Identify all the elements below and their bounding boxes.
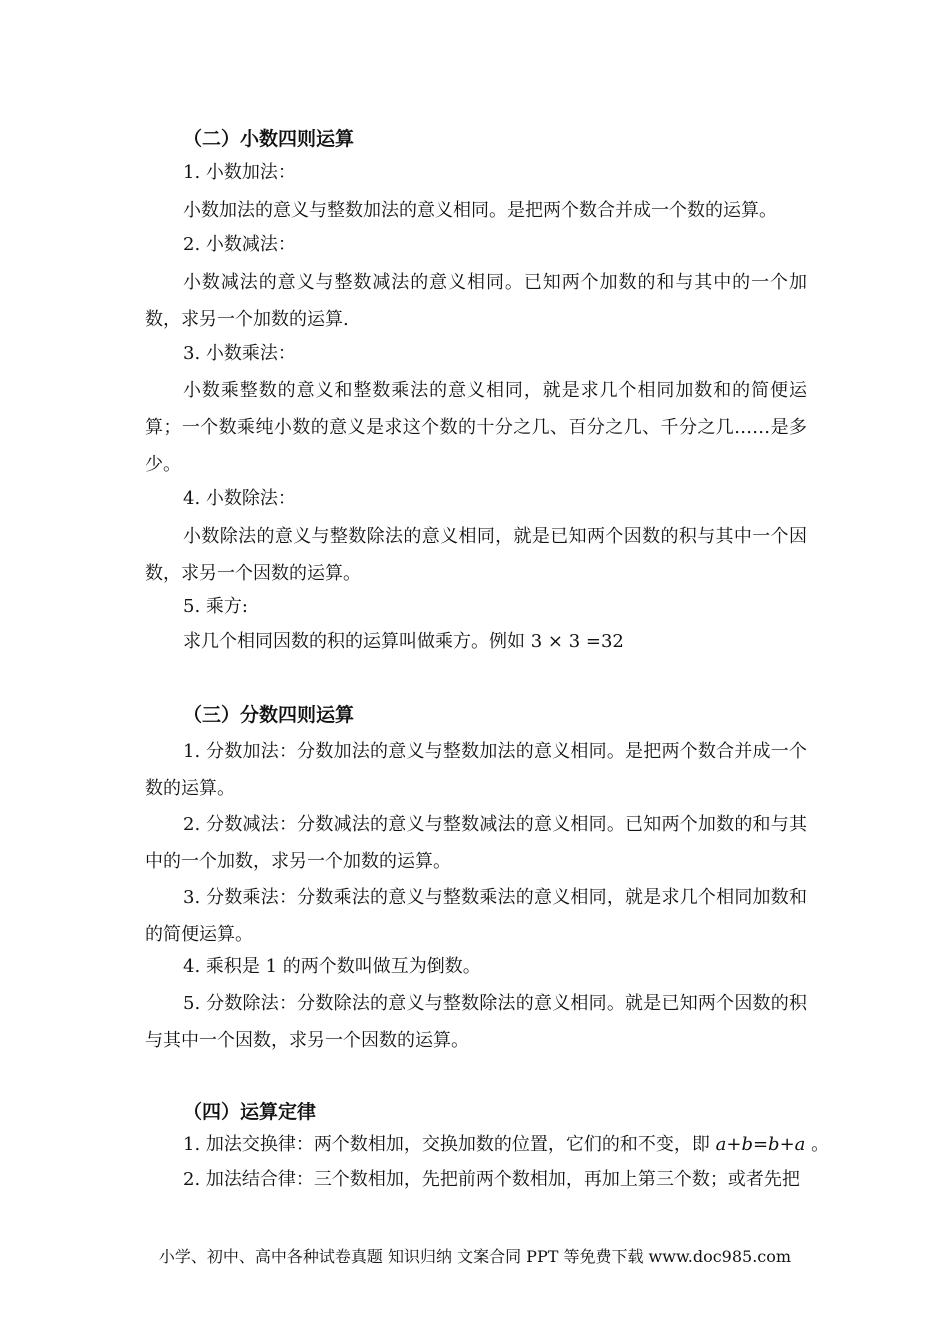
- section-title-fraction-operations: （三）分数四则运算: [183, 704, 355, 726]
- decimal-division-heading: 4. 小数除法：: [183, 488, 296, 509]
- commutative-law-end: 。: [805, 1134, 830, 1155]
- commutative-law-formula: a+b=b+a: [715, 1134, 806, 1155]
- fraction-subtraction-text: 2. 分数减法：分数减法的意义与整数减法的意义相同。已知两个加数的和与其中的一个加数，求另一个加数的运算。: [145, 814, 807, 872]
- power-text: 求几个相同因数的积的运算叫做乘方。例如 3 × 3 =32: [183, 631, 624, 652]
- power-heading: 5. 乘方:: [183, 596, 248, 617]
- associative-law-addition: 2. 加法结合律：三个数相加，先把前两个数相加，再加上第三个数；或者先把: [183, 1169, 800, 1190]
- decimal-addition-text: 小数加法的意义与整数加法的意义相同。是把两个数合并成一个数的运算。: [183, 200, 777, 221]
- decimal-division-text: 小数除法的意义与整数除法的意义相同，就是已知两个因数的积与其中一个因数，求另一个因数的运算。: [145, 526, 807, 584]
- commutative-law-addition: [183, 1130, 829, 1160]
- reciprocal-text: 4. 乘积是 1 的两个数叫做互为倒数。: [183, 956, 481, 977]
- fraction-addition-text: 1. 分数加法：分数加法的意义与整数加法的意义相同。是把两个数合并成一个数的运算。: [145, 741, 807, 799]
- decimal-multiplication-heading: 3. 小数乘法：: [183, 343, 296, 364]
- page-footer: 小学、初中、高中各种试卷真题 知识归纳 文案合同 PPT 等免费下载 www.doc985.com: [158, 1247, 792, 1266]
- fraction-multiplication-text: 3. 分数乘法：分数乘法的意义与整数乘法的意义相同，就是求几个相同加数和的简便运算。: [145, 887, 807, 945]
- decimal-addition-heading: 1. 小数加法：: [183, 162, 296, 183]
- decimal-subtraction-text: 小数减法的意义与整数减法的意义相同。已知两个加数的和与其中的一个加数，求另一个加数的运算.: [145, 272, 807, 330]
- section-title-operation-laws: （四）运算定律: [183, 1101, 317, 1123]
- decimal-subtraction-heading: 2. 小数减法：: [183, 234, 296, 255]
- decimal-multiplication-text: 小数乘整数的意义和整数乘法的意义相同，就是求几个相同加数和的简便运算；一个数乘纯小数的意义是求这个数的十分之几、百分之几、千分之几……是多少。: [145, 380, 807, 475]
- commutative-law-text: 1. 加法交换律：两个数相加，交换加数的位置，它们的和不变，即: [183, 1134, 716, 1155]
- section-title-decimal-operations: （二）小数四则运算: [183, 128, 355, 150]
- fraction-division-text: 5. 分数除法：分数除法的意义与整数除法的意义相同。就是已知两个因数的积与其中一个因数，求另一个因数的运算。: [145, 993, 807, 1051]
